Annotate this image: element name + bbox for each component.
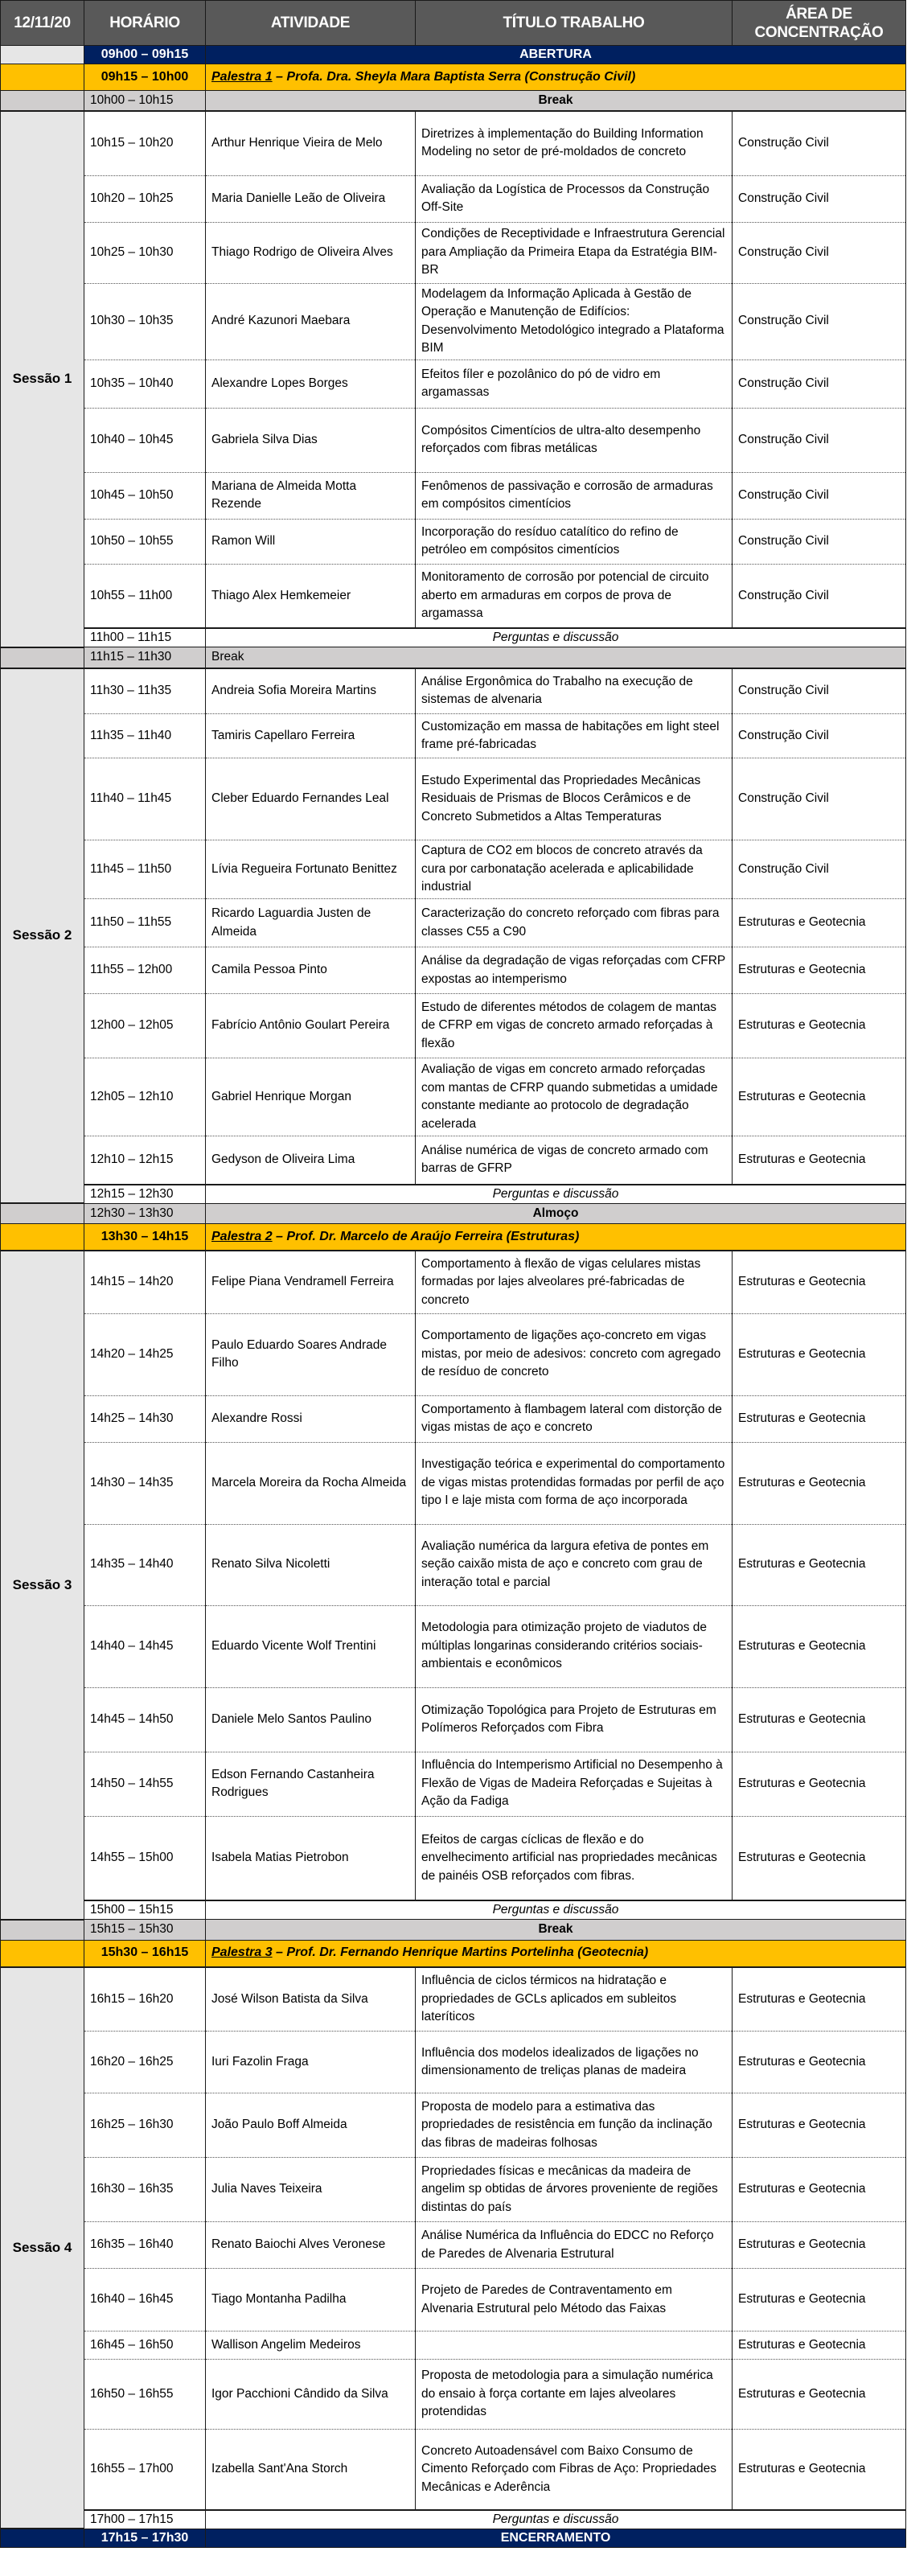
presentation-row: [1, 2360, 906, 2430]
presentation-time: 16h35 – 16h40: [84, 2222, 206, 2269]
presentation-area: Estruturas e Geotecnia: [733, 2222, 906, 2269]
presentation-time: 10h35 – 10h40: [84, 359, 206, 408]
presentation-row: [1, 222, 906, 283]
presentation-title: Captura de CO2 em blocos de concreto através da cura por carbonatação acelerada e aplicabilidade industrial: [416, 840, 733, 899]
day-cell: [1, 1920, 84, 1941]
presentation-area: Estruturas e Geotecnia: [733, 2032, 906, 2093]
presentation-time: 12h00 – 12h05: [84, 994, 206, 1058]
presentation-area: Estruturas e Geotecnia: [733, 1395, 906, 1442]
presentation-title: Caracterização do concreto reforçado com fibras para classes C55 a C90: [416, 899, 733, 947]
break2-label: Break: [206, 647, 906, 668]
presentation-title: Análise numérica de vigas de concreto armado com barras de GFRP: [416, 1136, 733, 1185]
lunch-label: Almoço: [206, 1203, 906, 1224]
qa-time: 12h15 – 12h30: [84, 1185, 206, 1204]
presentation-time: 16h50 – 16h55: [84, 2360, 206, 2430]
presentation-time: 12h10 – 12h15: [84, 1136, 206, 1185]
presentation-time: 14h55 – 15h00: [84, 1816, 206, 1900]
presentation-title: Metodologia para otimização projeto de viadutos de múltiplas longarinas considerando critérios sociais-ambientais e econômicos: [416, 1605, 733, 1687]
presentation-author: Alexandre Lopes Borges: [206, 359, 416, 408]
presentation-title: Análise da degradação de vigas reforçadas com CFRP expostas ao intemperismo: [416, 947, 733, 994]
presentation-row: [1, 714, 906, 758]
day-cell: [1, 46, 84, 64]
talk1-row: [1, 64, 906, 91]
presentation-title: Efeitos fíler e pozolânico do pó de vidro em argamassas: [416, 359, 733, 408]
presentation-author: Mariana de Almeida Motta Rezende: [206, 472, 416, 519]
talk2-tag: Palestra 2: [211, 1229, 273, 1243]
presentation-row: [1, 1605, 906, 1687]
presentation-row: [1, 111, 906, 175]
presentation-title: Estudo Experimental das Propriedades Mecânicas Residuais de Prismas de Blocos Cerâmicos e de Concreto Submetidos a Altas Temperaturas: [416, 758, 733, 840]
session-label: Sessão 2: [1, 668, 84, 1204]
presentation-title: Influência dos modelos idealizados de ligações no dimensionamento de treliças planas de madeira: [416, 2032, 733, 2093]
presentation-row: [1, 1442, 906, 1524]
presentation-author: Arthur Henrique Vieira de Melo: [206, 111, 416, 175]
day-cell: [1, 647, 84, 668]
presentation-area: Construção Civil: [733, 359, 906, 408]
presentation-time: 16h30 – 16h35: [84, 2158, 206, 2222]
presentation-author: André Kazunori Maebara: [206, 283, 416, 359]
closing-label: ENCERRAMENTO: [206, 2529, 906, 2548]
presentation-area: Estruturas e Geotecnia: [733, 1967, 906, 2032]
presentation-area: Estruturas e Geotecnia: [733, 1524, 906, 1605]
presentation-author: Isabela Matias Pietrobon: [206, 1816, 416, 1900]
presentation-author: Fabrício Antônio Goulart Pereira: [206, 994, 416, 1058]
presentation-author: Paulo Eduardo Soares Andrade Filho: [206, 1313, 416, 1395]
presentation-time: 11h45 – 11h50: [84, 840, 206, 899]
presentation-author: Renato Baiochi Alves Veronese: [206, 2222, 416, 2269]
presentation-row: [1, 1136, 906, 1185]
presentation-title: Análise Numérica da Influência do EDCC no Reforço de Paredes de Alvenaria Estrutural: [416, 2222, 733, 2269]
qa-label: Perguntas e discussão: [206, 1185, 906, 1204]
presentation-time: 16h40 – 16h45: [84, 2269, 206, 2332]
presentation-row: [1, 668, 906, 714]
presentation-title: Avaliação da Logística de Processos da Construção Off-Site: [416, 175, 733, 222]
presentation-time: 10h30 – 10h35: [84, 283, 206, 359]
presentation-area: Estruturas e Geotecnia: [733, 2158, 906, 2222]
presentation-row: [1, 408, 906, 472]
presentation-row: [1, 1395, 906, 1442]
talk2-text: [206, 1224, 906, 1251]
presentation-author: Wallison Angelim Medeiros: [206, 2332, 416, 2360]
presentation-row: [1, 1251, 906, 1313]
presentation-author: Marcela Moreira da Rocha Almeida: [206, 1442, 416, 1524]
presentation-row: [1, 2222, 906, 2269]
presentation-author: Alexandre Rossi: [206, 1395, 416, 1442]
presentation-row: [1, 758, 906, 840]
day-cell: [1, 2529, 84, 2548]
presentation-title: [416, 2332, 733, 2360]
header-date: 12/11/20: [1, 1, 84, 46]
qa-label: Perguntas e discussão: [206, 2510, 906, 2529]
presentation-area: Estruturas e Geotecnia: [733, 1442, 906, 1524]
presentation-area: Construção Civil: [733, 840, 906, 899]
presentation-area: Construção Civil: [733, 283, 906, 359]
presentation-row: [1, 840, 906, 899]
presentation-row: [1, 472, 906, 519]
presentation-time: 10h45 – 10h50: [84, 472, 206, 519]
presentation-time: 14h40 – 14h45: [84, 1605, 206, 1687]
presentation-time: 10h15 – 10h20: [84, 111, 206, 175]
presentation-area: Estruturas e Geotecnia: [733, 2093, 906, 2158]
qa-time: 11h00 – 11h15: [84, 628, 206, 647]
presentation-area: Construção Civil: [733, 714, 906, 758]
presentation-author: Maria Danielle Leão de Oliveira: [206, 175, 416, 222]
session-label: Sessão 4: [1, 1967, 84, 2529]
presentation-row: [1, 1058, 906, 1136]
presentation-title: Avaliação de vigas em concreto armado reforçadas com mantas de CFRP quando submetidas a umidade constante mediante ao protocolo de degradação acelerada: [416, 1058, 733, 1136]
presentation-area: Estruturas e Geotecnia: [733, 2269, 906, 2332]
presentation-title: Proposta de metodologia para a simulação numérica do ensaio à força cortante em lajes alveolares protendidas: [416, 2360, 733, 2430]
presentation-title: Comportamento à flambagem lateral com distorção de vigas mistas de aço e concreto: [416, 1395, 733, 1442]
presentation-time: 10h50 – 10h55: [84, 519, 206, 564]
presentation-author: João Paulo Boff Almeida: [206, 2093, 416, 2158]
header-activity: ATIVIDADE: [206, 1, 416, 46]
talk1-speaker: – Profa. Dra. Sheyla Mara Baptista Serra (Construção Civil): [272, 69, 636, 84]
presentation-time: 16h45 – 16h50: [84, 2332, 206, 2360]
presentation-area: Estruturas e Geotecnia: [733, 899, 906, 947]
day-cell: [1, 91, 84, 112]
presentation-area: Construção Civil: [733, 564, 906, 628]
presentation-time: 14h50 – 14h55: [84, 1752, 206, 1816]
session-label: Sessão 3: [1, 1251, 84, 1920]
presentation-title: Fenômenos de passivação e corrosão de armaduras em compósitos cimentícios: [416, 472, 733, 519]
presentation-row: [1, 899, 906, 947]
header-title: TÍTULO TRABALHO: [416, 1, 733, 46]
presentation-area: Estruturas e Geotecnia: [733, 947, 906, 994]
talk2-time: 13h30 – 14h15: [84, 1224, 206, 1251]
talk3-text: [206, 1940, 906, 1967]
opening-row: [1, 46, 906, 64]
talk3-speaker: – Prof. Dr. Fernando Henrique Martins Portelinha (Geotecnia): [272, 1945, 649, 1960]
header-time: HORÁRIO: [84, 1, 206, 46]
presentation-title: Influência de ciclos térmicos na hidratação e propriedades de GCLs aplicados em subleitos lateríticos: [416, 1967, 733, 2032]
presentation-row: [1, 2093, 906, 2158]
presentation-area: Estruturas e Geotecnia: [733, 2360, 906, 2430]
presentation-time: 14h35 – 14h40: [84, 1524, 206, 1605]
day-cell: [1, 64, 84, 91]
presentation-row: [1, 1687, 906, 1752]
session-label: Sessão 1: [1, 111, 84, 647]
day-cell: [1, 1224, 84, 1251]
presentation-row: [1, 1752, 906, 1816]
presentation-row: [1, 2430, 906, 2510]
presentation-title: Influência do Intemperismo Artificial no Desempenho à Flexão de Vigas de Madeira Reforçadas e Sujeitas à Ação da Fadiga: [416, 1752, 733, 1816]
presentation-time: 16h15 – 16h20: [84, 1967, 206, 2032]
presentation-area: Estruturas e Geotecnia: [733, 994, 906, 1058]
break1-time: 10h00 – 10h15: [84, 91, 206, 112]
presentation-title: Modelagem da Informação Aplicada à Gestão de Operação e Manutenção de Edifícios: Desenvolvimento Metodológico integrado a Plataforma BIM: [416, 283, 733, 359]
talk2-row: [1, 1224, 906, 1251]
presentation-area: Estruturas e Geotecnia: [733, 1313, 906, 1395]
presentation-area: Construção Civil: [733, 111, 906, 175]
presentation-title: Compósitos Cimentícios de ultra-alto desempenho reforçados com fibras metálicas: [416, 408, 733, 472]
header-row: [1, 1, 906, 46]
presentation-area: Estruturas e Geotecnia: [733, 1752, 906, 1816]
presentation-title: Comportamento à flexão de vigas celulares mistas formadas por lajes alveolares pré-fabricadas de concreto: [416, 1251, 733, 1313]
presentation-row: [1, 2332, 906, 2360]
talk1-tag: Palestra 1: [211, 69, 273, 84]
presentation-title: Efeitos de cargas cíclicas de flexão e do envelhecimento artificial nas propriedades mecânicas de painéis OSB reforçados com fibras.: [416, 1816, 733, 1900]
presentation-row: [1, 2158, 906, 2222]
presentation-title: Condições de Receptividade e Infraestrutura Gerencial para Ampliação da Primeira Etapa da Estratégia BIM-BR: [416, 222, 733, 283]
presentation-author: Tamiris Capellaro Ferreira: [206, 714, 416, 758]
presentation-time: 14h30 – 14h35: [84, 1442, 206, 1524]
presentation-title: Análise Ergonômica do Trabalho na execução de sistemas de alvenaria: [416, 668, 733, 714]
lunch-row: [1, 1203, 906, 1224]
presentation-title: Comportamento de ligações aço-concreto em vigas mistas, por meio de adesivos: concreto com agregado de resíduo de concreto: [416, 1313, 733, 1395]
presentation-row: [1, 1524, 906, 1605]
break3-label: Break: [206, 1920, 906, 1941]
presentation-time: 11h40 – 11h45: [84, 758, 206, 840]
presentation-author: Daniele Melo Santos Paulino: [206, 1687, 416, 1752]
lunch-time: 12h30 – 13h30: [84, 1203, 206, 1224]
presentation-author: Andreia Sofia Moreira Martins: [206, 668, 416, 714]
qa-time: 17h00 – 17h15: [84, 2510, 206, 2529]
presentation-author: Izabella Sant'Ana Storch: [206, 2430, 416, 2510]
presentation-author: Edson Fernando Castanheira Rodrigues: [206, 1752, 416, 1816]
day-cell: [1, 1203, 84, 1224]
presentation-title: Customização em massa de habitações em light steel frame pré-fabricadas: [416, 714, 733, 758]
presentation-time: 14h45 – 14h50: [84, 1687, 206, 1752]
presentation-title: Otimização Topológica para Projeto de Estruturas em Polímeros Reforçados com Fibra: [416, 1687, 733, 1752]
presentation-author: Gabriela Silva Dias: [206, 408, 416, 472]
presentation-area: Estruturas e Geotecnia: [733, 1136, 906, 1185]
presentation-title: Estudo de diferentes métodos de colagem de mantas de CFRP em vigas de concreto armado reforçadas à flexão: [416, 994, 733, 1058]
presentation-area: Construção Civil: [733, 668, 906, 714]
presentation-area: Construção Civil: [733, 175, 906, 222]
presentation-author: Igor Pacchioni Cândido da Silva: [206, 2360, 416, 2430]
presentation-title: Diretrizes à implementação do Building Information Modeling no setor de pré-moldados de concreto: [416, 111, 733, 175]
presentation-time: 10h20 – 10h25: [84, 175, 206, 222]
presentation-row: [1, 519, 906, 564]
break3-time: 15h15 – 15h30: [84, 1920, 206, 1941]
presentation-row: [1, 1816, 906, 1900]
break1-row: [1, 91, 906, 112]
qa-row: [1, 628, 906, 647]
presentation-title: Propriedades físicas e mecânicas da madeira de angelim sp obtidas de árvores proveniente de regiões distintas do país: [416, 2158, 733, 2222]
qa-label: Perguntas e discussão: [206, 628, 906, 647]
talk3-tag: Palestra 3: [211, 1945, 273, 1960]
presentation-area: Construção Civil: [733, 408, 906, 472]
qa-label: Perguntas e discussão: [206, 1900, 906, 1920]
presentation-time: 10h55 – 11h00: [84, 564, 206, 628]
qa-row: [1, 1900, 906, 1920]
presentation-time: 11h30 – 11h35: [84, 668, 206, 714]
break3-row: [1, 1920, 906, 1941]
presentation-row: [1, 1967, 906, 2032]
presentation-author: Thiago Alex Hemkemeier: [206, 564, 416, 628]
presentation-time: 14h25 – 14h30: [84, 1395, 206, 1442]
presentation-title: Avaliação numérica da largura efetiva de pontes em seção caixão mista de aço e concreto com grau de interação total e parcial: [416, 1524, 733, 1605]
presentation-title: Incorporação do resíduo catalítico do refino de petróleo em compósitos cimentícios: [416, 519, 733, 564]
presentation-row: [1, 2032, 906, 2093]
presentation-time: 14h15 – 14h20: [84, 1251, 206, 1313]
break2-time: 11h15 – 11h30: [84, 647, 206, 668]
presentation-author: Julia Naves Teixeira: [206, 2158, 416, 2222]
presentation-time: 11h35 – 11h40: [84, 714, 206, 758]
presentation-area: Estruturas e Geotecnia: [733, 1251, 906, 1313]
break1-label: Break: [206, 91, 906, 112]
presentation-row: [1, 283, 906, 359]
presentation-author: Felipe Piana Vendramell Ferreira: [206, 1251, 416, 1313]
presentation-time: 14h20 – 14h25: [84, 1313, 206, 1395]
presentation-area: Estruturas e Geotecnia: [733, 1058, 906, 1136]
presentation-area: Construção Civil: [733, 758, 906, 840]
presentation-area: Estruturas e Geotecnia: [733, 2332, 906, 2360]
presentation-row: [1, 564, 906, 628]
presentation-area: Construção Civil: [733, 519, 906, 564]
presentation-area: Construção Civil: [733, 222, 906, 283]
presentation-area: Estruturas e Geotecnia: [733, 1816, 906, 1900]
presentation-row: [1, 2269, 906, 2332]
presentation-row: [1, 947, 906, 994]
presentation-time: 16h20 – 16h25: [84, 2032, 206, 2093]
presentation-area: Estruturas e Geotecnia: [733, 1605, 906, 1687]
presentation-area: Estruturas e Geotecnia: [733, 1687, 906, 1752]
presentation-author: Camila Pessoa Pinto: [206, 947, 416, 994]
qa-row: [1, 1185, 906, 1204]
opening-time: 09h00 – 09h15: [84, 46, 206, 64]
presentation-time: 10h40 – 10h45: [84, 408, 206, 472]
presentation-author: Gedyson de Oliveira Lima: [206, 1136, 416, 1185]
talk1-time: 09h15 – 10h00: [84, 64, 206, 91]
presentation-author: Cleber Eduardo Fernandes Leal: [206, 758, 416, 840]
qa-row: [1, 2510, 906, 2529]
presentation-author: Iuri Fazolin Fraga: [206, 2032, 416, 2093]
presentation-title: Proposta de modelo para a estimativa das propriedades de resistência em função da inclinação das fibras de madeiras folhosas: [416, 2093, 733, 2158]
presentation-row: [1, 359, 906, 408]
closing-time: 17h15 – 17h30: [84, 2529, 206, 2548]
opening-label: ABERTURA: [206, 46, 906, 64]
presentation-row: [1, 994, 906, 1058]
presentation-title: Projeto de Paredes de Contraventamento em Alvenaria Estrutural pelo Método das Faixas: [416, 2269, 733, 2332]
talk2-speaker: – Prof. Dr. Marcelo de Araújo Ferreira (Estruturas): [272, 1229, 580, 1243]
talk1-text: [206, 64, 906, 91]
presentation-title: Monitoramento de corrosão por potencial de circuito aberto em armaduras em corpos de prova de argamassa: [416, 564, 733, 628]
break2-row: [1, 647, 906, 668]
presentation-time: 16h55 – 17h00: [84, 2430, 206, 2510]
presentation-author: Eduardo Vicente Wolf Trentini: [206, 1605, 416, 1687]
presentation-row: [1, 1313, 906, 1395]
presentation-author: José Wilson Batista da Silva: [206, 1967, 416, 2032]
header-area: ÁREA DE CONCENTRAÇÃO: [733, 1, 906, 46]
talk3-row: [1, 1940, 906, 1967]
presentation-time: 11h50 – 11h55: [84, 899, 206, 947]
presentation-author: Lívia Regueira Fortunato Benittez: [206, 840, 416, 899]
presentation-row: [1, 175, 906, 222]
presentation-title: Investigação teórica e experimental do comportamento de vigas mistas protendidas formadas por perfil de aço tipo I e laje mista com forma de aço incorporada: [416, 1442, 733, 1524]
schedule-body: [1, 46, 906, 2548]
presentation-author: Ramon Will: [206, 519, 416, 564]
qa-time: 15h00 – 15h15: [84, 1900, 206, 1920]
presentation-time: 11h55 – 12h00: [84, 947, 206, 994]
presentation-title: Concreto Autoadensável com Baixo Consumo de Cimento Reforçado com Fibras de Aço: Propriedades Mecânicas e Aderência: [416, 2430, 733, 2510]
presentation-area: Construção Civil: [733, 472, 906, 519]
presentation-author: Ricardo Laguardia Justen de Almeida: [206, 899, 416, 947]
presentation-author: Thiago Rodrigo de Oliveira Alves: [206, 222, 416, 283]
presentation-area: Estruturas e Geotecnia: [733, 2430, 906, 2510]
talk3-time: 15h30 – 16h15: [84, 1940, 206, 1967]
presentation-author: Renato Silva Nicoletti: [206, 1524, 416, 1605]
presentation-author: Tiago Montanha Padilha: [206, 2269, 416, 2332]
day-cell: [1, 1940, 84, 1967]
presentation-time: 10h25 – 10h30: [84, 222, 206, 283]
closing-row: [1, 2529, 906, 2548]
presentation-time: 16h25 – 16h30: [84, 2093, 206, 2158]
presentation-author: Gabriel Henrique Morgan: [206, 1058, 416, 1136]
presentation-time: 12h05 – 12h10: [84, 1058, 206, 1136]
